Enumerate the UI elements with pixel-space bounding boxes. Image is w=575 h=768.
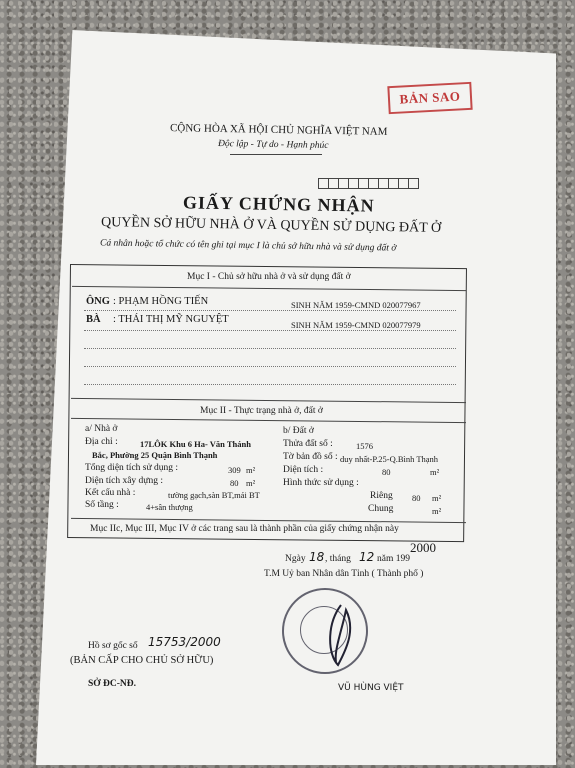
dotline: [84, 310, 456, 311]
total-area-label: Tổng diện tích sử dụng :: [85, 463, 179, 473]
date-year-label: năm 199: [377, 554, 410, 564]
structure-label: Kết cấu nhà :: [85, 488, 136, 498]
date-month-label: , tháng: [325, 554, 351, 564]
section2-heading: Mục II - Thực trạng nhà ở, đất ở: [200, 406, 323, 416]
owner2-name: : THÁI THỊ MỸ NGUYỆT: [113, 314, 229, 325]
total-area-unit: m²: [246, 465, 256, 475]
department-code: SỞ ĐC-NĐ.: [88, 679, 137, 689]
dotline: [84, 330, 456, 331]
address-line1: 17LÔK Khu 6 Ha- Văn Thánh: [140, 439, 251, 449]
plot-label: Thửa đất số :: [283, 439, 333, 449]
dotline: [84, 366, 456, 367]
document-subtitle: QUYỀN SỞ HỮU NHÀ Ở VÀ QUYỀN SỬ DỤNG ĐẤT Ở: [100, 215, 442, 236]
usage-label: Hình thức sử dụng :: [283, 478, 359, 488]
file-number: 15753/2000: [148, 635, 221, 649]
private-label: Riêng: [370, 491, 393, 501]
owner1-prefix: ÔNG: [86, 296, 110, 307]
signer-name: VŨ HÙNG VIỆT: [338, 683, 404, 693]
owner2-info: SINH NĂM 1959-CMND 020077979: [291, 320, 421, 330]
total-area-value: 309: [228, 465, 241, 475]
file-note: (BẢN CẤP CHO CHỦ SỞ HỮU): [70, 655, 214, 666]
motto-underline: [230, 154, 322, 155]
plot-value: 1576: [356, 441, 373, 451]
structure-value: tường gạch,sàn BT,mái BT: [168, 490, 260, 500]
land-area-unit: m²: [430, 467, 440, 477]
house-title: a/ Nhà ở: [85, 424, 118, 434]
floors-label: Số tầng :: [85, 500, 119, 510]
build-area-unit: m²: [246, 478, 256, 488]
motto: Độc lập - Tự do - Hạnh phúc: [217, 139, 329, 151]
owner2-prefix: BÀ: [86, 314, 101, 325]
build-area-value: 80: [230, 478, 239, 488]
date-day: 18: [309, 550, 325, 564]
footnote: Mục IIc, Mục III, Mục IV ở các trang sau là thành phần của giấy chứng nhận này: [90, 524, 399, 534]
section1-heading: Mục I - Chủ sở hữu nhà ở và sử dụng đất ở: [187, 272, 351, 282]
serial-boxes: [318, 178, 418, 189]
republic-header: CỘNG HÒA XÃ HỘI CHỦ NGHĨA VIỆT NAM: [169, 122, 388, 138]
file-label: Hồ sơ gốc số: [88, 641, 138, 651]
intro-text: Cá nhân hoặc tổ chức có tên ghi tại mục I là chủ sở hữu nhà và sử dụng đất ở: [99, 238, 397, 254]
private-value: 80: [412, 493, 421, 503]
signature-icon: [316, 600, 366, 670]
authority: T.M Uỷ ban Nhân dân Tỉnh ( Thành phố ): [264, 569, 424, 579]
land-area-label: Diện tích :: [283, 465, 324, 475]
owner1-info: SINH NĂM 1959-CMND 020077967: [291, 300, 421, 310]
dotline: [84, 348, 456, 349]
shared-unit: m²: [432, 506, 442, 516]
date-prefix: Ngày: [285, 554, 306, 564]
dotline: [84, 384, 456, 385]
copy-stamp: BẢN SAO: [387, 82, 472, 114]
land-title: b/ Đất ở: [283, 426, 314, 436]
date-month: 12: [359, 550, 375, 564]
address-line2: Bắc, Phường 25 Quận Bình Thạnh: [92, 450, 218, 460]
build-area-label: Diện tích xây dựng :: [85, 476, 163, 486]
land-area-value: 80: [382, 467, 391, 477]
map-value: duy nhất-P.25-Q.Bình Thạnh: [340, 454, 439, 464]
owner1-name: : PHẠM HỒNG TIẾN: [113, 296, 209, 307]
document-title: GIẤY CHỨNG NHẬN: [182, 192, 375, 216]
private-unit: m²: [432, 493, 442, 503]
shared-label: Chung: [368, 504, 394, 514]
floors-value: 4+sân thượng: [146, 502, 193, 512]
year-written: 2000: [410, 540, 436, 555]
map-label: Tờ bản đồ số :: [283, 452, 338, 462]
address-label: Địa chỉ :: [85, 437, 118, 447]
